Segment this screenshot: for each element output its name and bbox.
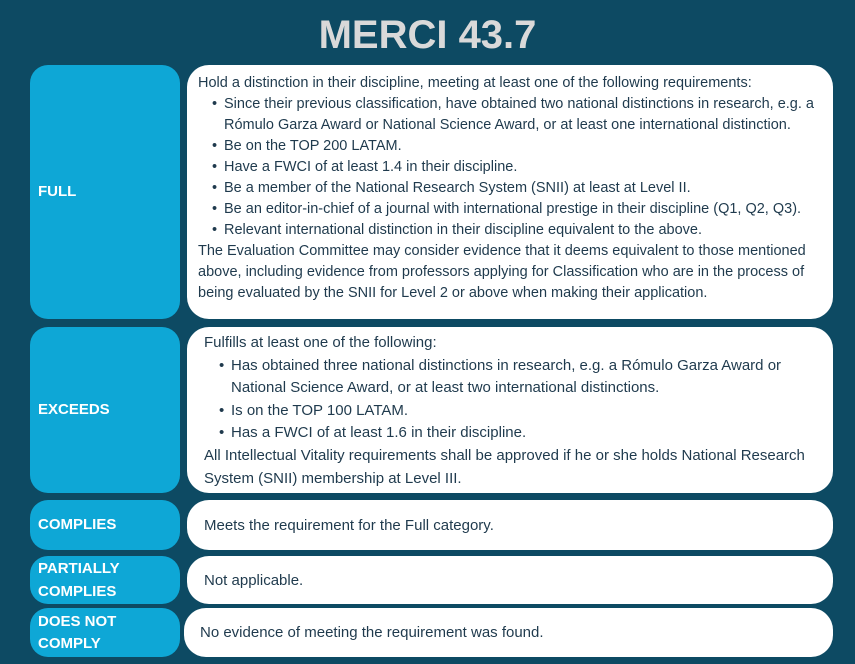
- exceeds-note: All Intellectual Vitality requirements shall be approved if he or she holds National Research System (SNII) membership at Level III.: [204, 446, 805, 487]
- complies-text: Meets the requirement for the Full category.: [204, 516, 494, 534]
- exceeds-requirements-list: [204, 355, 817, 445]
- level-label-partially-complies: PARTIALLY COMPLIES: [30, 556, 180, 604]
- partially-complies-text: Not applicable.: [204, 571, 304, 589]
- full-note: The Evaluation Committee may consider evidence that it deems equivalent to those mentioned above, including evidence from professors applying for Classification who are in the process of being evaluated by the SNII for Level 2 or above when making their application.: [198, 243, 806, 301]
- level-description-does-not-comply: [184, 608, 833, 657]
- full-requirements-list: [198, 94, 829, 241]
- level-description-full: [187, 65, 833, 319]
- level-description-partially-complies: [187, 556, 833, 604]
- list-item: • Has obtained three national distinctions in research, e.g. a Rómulo Garza Award or National Science Award, or at least two international distinctions.: [231, 355, 817, 400]
- level-label-exceeds: EXCEEDS: [30, 327, 180, 493]
- page-title: MERCI 43.7: [318, 13, 537, 57]
- level-description-complies: [187, 500, 833, 550]
- list-item: • Relevant international distinction in their discipline equivalent to the above.: [224, 220, 829, 241]
- list-item: • Be an editor-in-chief of a journal with international prestige in their discipline (Q1, Q2, Q3).: [224, 199, 829, 220]
- list-item: • Has a FWCI of at least 1.6 in their discipline.: [231, 422, 817, 445]
- level-label-complies: COMPLIES: [30, 500, 180, 550]
- list-item: • Be a member of the National Research System (SNII) at least at Level II.: [224, 178, 829, 199]
- full-intro: Hold a distinction in their discipline, meeting at least one of the following requirements:: [198, 75, 752, 91]
- does-not-comply-text: No evidence of meeting the requirement was found.: [200, 624, 544, 641]
- list-item: • Is on the TOP 100 LATAM.: [231, 400, 817, 423]
- level-label-full: FULL: [30, 65, 180, 319]
- exceeds-intro: Fulfills at least one of the following:: [204, 334, 437, 351]
- list-item: • Be on the TOP 200 LATAM.: [224, 136, 829, 157]
- list-item: • Have a FWCI of at least 1.4 in their discipline.: [224, 157, 829, 178]
- level-description-exceeds: [187, 327, 833, 493]
- list-item: • Since their previous classification, have obtained two national distinctions in research, e.g. a Rómulo Garza Award or National Science Award, or at least one international distinction.: [224, 94, 829, 136]
- level-label-does-not-comply: DOES NOT COMPLY: [30, 608, 180, 657]
